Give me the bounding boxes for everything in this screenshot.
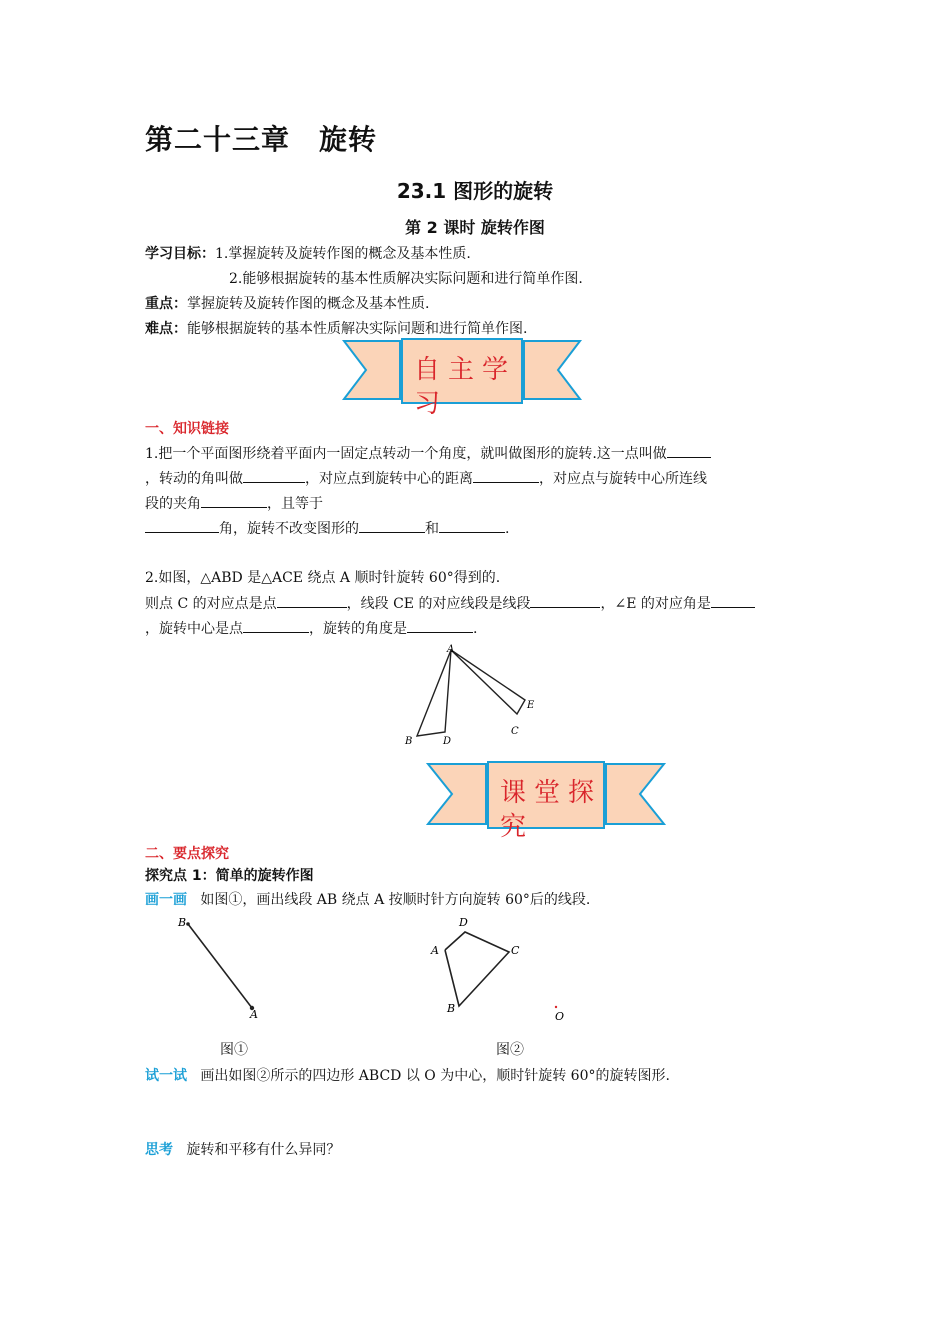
part1-heading: 一、知识链接 xyxy=(145,421,229,437)
q2-text-2b: ，线段 CE 的对应线段是线段 xyxy=(346,596,531,612)
figure-quadrilateral xyxy=(425,910,575,1025)
think-text: 旋转和平移有什么异同？ xyxy=(186,1142,341,1158)
answer-blank[interactable] xyxy=(145,518,219,533)
difficulty-label: 难点： xyxy=(145,321,187,337)
think-task xyxy=(145,1140,340,1160)
point-label-b: B xyxy=(178,916,187,929)
q2-line3 xyxy=(145,618,477,639)
banner-self-study-text: 自主学习 xyxy=(414,355,517,419)
q1-text-3b: ，且等于 xyxy=(267,496,323,512)
q2-text-3b: ，旋转的角度是 xyxy=(309,621,407,637)
draw-label: 画一画 xyxy=(145,892,187,908)
segment-ab xyxy=(188,924,252,1008)
answer-blank[interactable] xyxy=(359,518,425,533)
key-point xyxy=(145,294,429,314)
objectives xyxy=(145,244,471,264)
q1-text-2b: ，对应点到旋转中心的距离 xyxy=(305,471,473,487)
q1-text-2a: ，转动的角叫做 xyxy=(145,471,243,487)
section-title: 23.1 图形的旋转 xyxy=(396,179,554,203)
point-label-b: B xyxy=(405,736,413,747)
banner-self-study xyxy=(344,337,580,419)
answer-blank[interactable] xyxy=(407,618,473,633)
q2-text-2c: ，∠E 的对应角是 xyxy=(600,596,711,612)
answer-blank[interactable] xyxy=(711,593,755,608)
answer-blank[interactable] xyxy=(243,618,309,633)
point-label-d: D xyxy=(459,916,468,929)
difficulty xyxy=(145,319,527,339)
chapter-title: 第二十三章 旋转 xyxy=(145,123,378,156)
answer-blank[interactable] xyxy=(277,593,347,608)
q1-text-2c: ，对应点与旋转中心所连线 xyxy=(539,471,707,487)
q1-text-3a: 段的夹角 xyxy=(145,496,201,512)
q2-text-3a: ，旋转中心是点 xyxy=(145,621,243,637)
draw-text: 如图①，画出线段 AB 绕点 A 按顺时针方向旋转 60°后的线段. xyxy=(200,892,591,908)
point-label-b: B xyxy=(447,1002,456,1015)
q2-text-2a: 则点 C 的对应点是点 xyxy=(145,596,277,612)
point-label-c: C xyxy=(511,726,519,737)
difficulty-text: 能够根据旋转的基本性质解决实际问题和进行简单作图. xyxy=(187,321,528,337)
triangle-ace xyxy=(451,650,525,714)
q1-text-4c: . xyxy=(505,521,510,537)
key-point-label: 重点： xyxy=(145,296,187,312)
figure-1-caption: 图① xyxy=(220,1042,248,1058)
answer-blank[interactable] xyxy=(243,468,305,483)
key-point-text: 掌握旋转及旋转作图的概念及基本性质. xyxy=(187,296,430,312)
center-point-o xyxy=(555,1006,557,1008)
q1-line2 xyxy=(145,468,707,489)
q2-line1: 2.如图，△ABD 是△ACE 绕点 A 顺时针旋转 60°得到的. xyxy=(145,570,501,586)
figure-segment-ab xyxy=(170,912,270,1022)
answer-blank[interactable] xyxy=(201,493,267,508)
q2-text-3c: . xyxy=(473,621,478,637)
point-label-e: E xyxy=(527,700,535,711)
think-label: 思考 xyxy=(145,1142,173,1158)
point-label-a: A xyxy=(250,1008,258,1021)
objective-2: 2.能够根据旋转的基本性质解决实际问题和进行简单作图. xyxy=(229,271,583,287)
q2-line2 xyxy=(145,593,755,614)
point-label-a: A xyxy=(447,644,455,655)
point-b xyxy=(186,922,190,926)
figure-triangles xyxy=(395,638,545,753)
quad-abcd xyxy=(445,932,509,1006)
point-label-d: D xyxy=(443,736,452,747)
point-label-o: O xyxy=(555,1010,565,1023)
point-label-a: A xyxy=(431,944,439,957)
part2-heading: 二、要点探究 xyxy=(145,846,229,862)
q1-text-1: 1.把一个平面图形绕着平面内一固定点转动一个角度，就叫做图形的旋转.这一点叫做 xyxy=(145,446,667,462)
q1-line3 xyxy=(145,493,323,514)
draw-task xyxy=(145,890,590,910)
try-task xyxy=(145,1066,670,1086)
banner-class-explore-text: 课堂探究 xyxy=(500,778,603,842)
q1-line4 xyxy=(145,518,509,539)
answer-blank[interactable] xyxy=(530,593,600,608)
objectives-label: 学习目标： xyxy=(145,246,215,262)
q1-text-4a: 角，旋转不改变图形的 xyxy=(219,521,359,537)
lesson-title: 第 2 课时 旋转作图 xyxy=(405,218,545,237)
try-text: 画出如图②所示的四边形 ABCD 以 O 为中心，顺时针旋转 60°的旋转图形. xyxy=(200,1068,670,1084)
point-label-c: C xyxy=(511,944,520,957)
triangle-abd xyxy=(417,650,451,736)
q1-line1 xyxy=(145,443,711,464)
explore-point-1: 探究点 1：简单的旋转作图 xyxy=(145,868,314,884)
try-label: 试一试 xyxy=(145,1068,187,1084)
banner-class-explore xyxy=(428,760,664,842)
answer-blank[interactable] xyxy=(473,468,539,483)
figure-2-caption: 图② xyxy=(496,1042,524,1058)
answer-blank[interactable] xyxy=(439,518,505,533)
objective-1: 1.掌握旋转及旋转作图的概念及基本性质. xyxy=(215,246,471,262)
q1-text-4b: 和 xyxy=(425,521,439,537)
answer-blank[interactable] xyxy=(667,443,711,458)
